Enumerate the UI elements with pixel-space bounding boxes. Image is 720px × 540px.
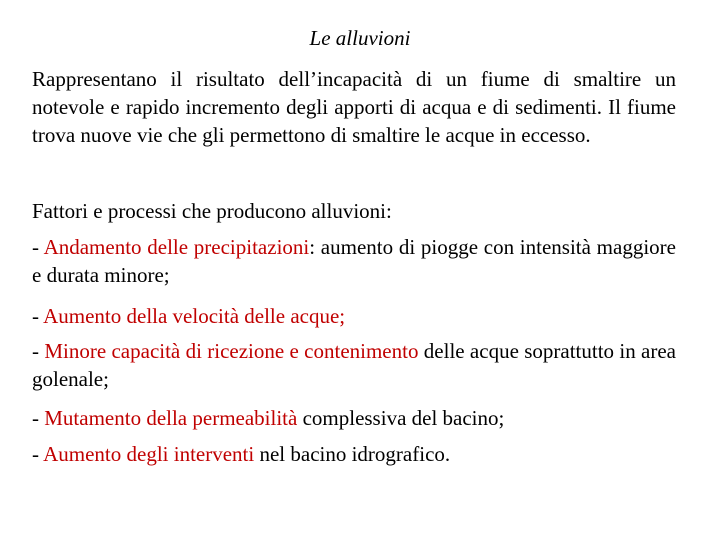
factor-item-permeability xyxy=(32,404,676,432)
item-prefix: - xyxy=(32,304,44,328)
item-highlight: Andamento delle precipitazioni xyxy=(43,235,310,259)
intro-paragraph: Rappresentano il risultato dell’incapacità di un fiume di smaltire un notevole e rapido incremento degli apporti di acqua e di sedimenti. Il fiume trova nuove vie che gli permettono di smaltire le acque in eccesso. xyxy=(32,67,676,147)
item-highlight: Aumento degli interventi xyxy=(43,442,255,466)
factor-item-precipitations xyxy=(32,233,676,289)
slide-title: Le alluvioni xyxy=(309,26,411,50)
item-highlight: Mutamento della permeabilità xyxy=(44,406,298,430)
factor-item-velocity xyxy=(32,302,676,330)
item-prefix: - xyxy=(32,442,44,466)
item-rest: complessiva del bacino; xyxy=(297,406,505,430)
item-highlight: Minore capacità di ricezione e contenimento xyxy=(44,339,419,363)
factors-heading: Fattori e processi che producono alluvioni: xyxy=(32,199,392,223)
item-rest: nel bacino idrografico. xyxy=(254,442,451,466)
item-prefix: - xyxy=(32,339,45,363)
factor-item-interventions xyxy=(32,440,676,468)
item-prefix: - xyxy=(32,235,44,259)
item-prefix: - xyxy=(32,406,45,430)
item-rest: delle acque soprattutto in area golenale; xyxy=(32,339,676,391)
item-highlight: Aumento della velocità delle acque; xyxy=(43,304,346,328)
item-rest: : aumento di piogge con intensità maggiore e durata minore; xyxy=(32,235,676,287)
factor-item-capacity xyxy=(32,337,676,393)
